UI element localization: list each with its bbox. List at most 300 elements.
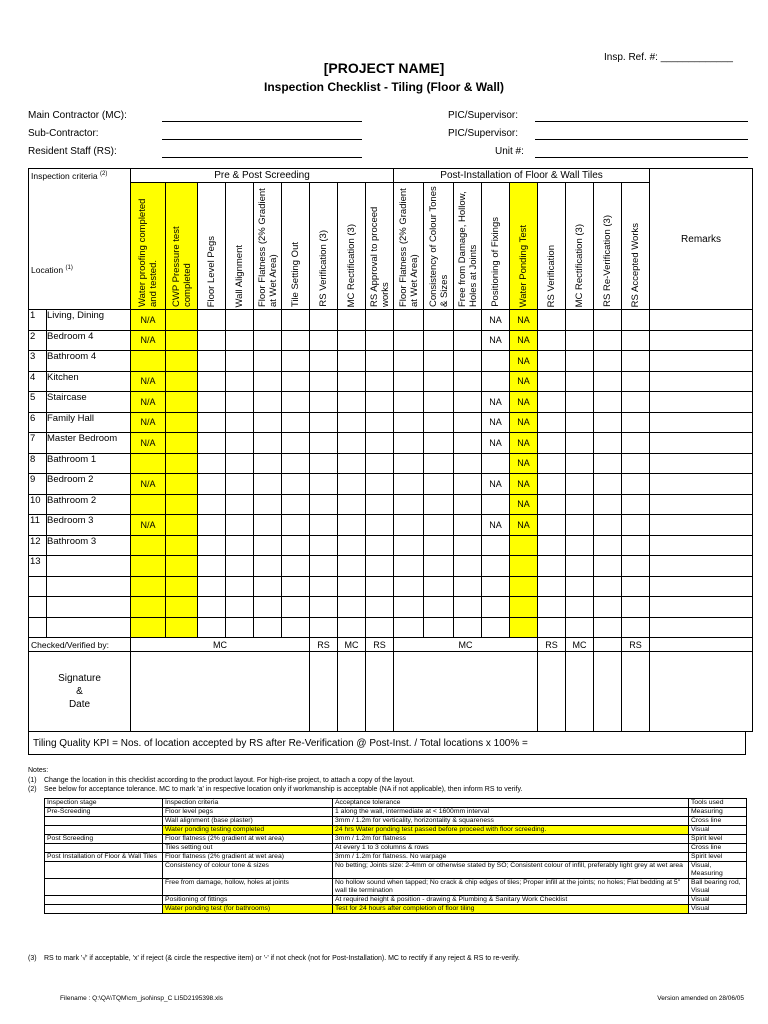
check-cell[interactable] (366, 535, 394, 556)
check-cell[interactable]: NA (510, 453, 538, 474)
check-cell[interactable]: NA (510, 310, 538, 331)
check-cell[interactable] (366, 576, 394, 597)
check-cell[interactable] (594, 330, 622, 351)
check-cell[interactable]: N/A (131, 371, 166, 392)
remarks-cell[interactable] (650, 556, 753, 577)
check-cell[interactable] (622, 494, 650, 515)
check-cell[interactable] (394, 617, 424, 638)
check-cell[interactable] (254, 576, 282, 597)
check-cell[interactable] (366, 474, 394, 495)
check-cell[interactable] (310, 515, 338, 536)
check-cell[interactable] (131, 597, 166, 618)
check-cell[interactable] (594, 433, 622, 454)
check-cell[interactable] (254, 535, 282, 556)
check-cell[interactable] (166, 576, 198, 597)
check-cell[interactable] (254, 474, 282, 495)
check-cell[interactable] (538, 351, 566, 372)
check-cell[interactable] (538, 576, 566, 597)
check-cell[interactable]: NA (482, 433, 510, 454)
check-cell[interactable] (338, 412, 366, 433)
check-cell[interactable] (454, 617, 482, 638)
check-cell[interactable] (282, 433, 310, 454)
check-cell[interactable] (282, 310, 310, 331)
check-cell[interactable] (482, 494, 510, 515)
check-cell[interactable] (198, 392, 226, 413)
remarks-cell[interactable] (650, 474, 753, 495)
check-cell[interactable] (594, 597, 622, 618)
check-cell[interactable] (622, 330, 650, 351)
check-cell[interactable] (538, 433, 566, 454)
check-cell[interactable] (131, 494, 166, 515)
check-cell[interactable] (338, 576, 366, 597)
check-cell[interactable] (424, 351, 454, 372)
check-cell[interactable]: N/A (131, 412, 166, 433)
check-cell[interactable] (282, 412, 310, 433)
check-cell[interactable] (254, 494, 282, 515)
remarks-cell[interactable] (650, 597, 753, 618)
check-cell[interactable] (538, 535, 566, 556)
check-cell[interactable] (594, 576, 622, 597)
check-cell[interactable] (338, 392, 366, 413)
check-cell[interactable] (394, 576, 424, 597)
check-cell[interactable] (282, 494, 310, 515)
remarks-cell[interactable] (650, 617, 753, 638)
check-cell[interactable] (394, 515, 424, 536)
check-cell[interactable] (254, 617, 282, 638)
check-cell[interactable] (622, 412, 650, 433)
sign-mc-3[interactable] (394, 652, 538, 732)
check-cell[interactable] (282, 453, 310, 474)
check-cell[interactable] (538, 330, 566, 351)
remarks-cell[interactable] (650, 310, 753, 331)
check-cell[interactable] (454, 535, 482, 556)
check-cell[interactable]: NA (482, 330, 510, 351)
remarks-cell[interactable] (650, 351, 753, 372)
check-cell[interactable]: NA (510, 515, 538, 536)
check-cell[interactable]: N/A (131, 310, 166, 331)
check-cell[interactable] (538, 556, 566, 577)
check-cell[interactable] (338, 515, 366, 536)
sign-blank[interactable] (594, 652, 622, 732)
check-cell[interactable] (282, 371, 310, 392)
check-cell[interactable] (454, 597, 482, 618)
check-cell[interactable]: NA (510, 433, 538, 454)
check-cell[interactable] (198, 310, 226, 331)
check-cell[interactable] (566, 556, 594, 577)
check-cell[interactable] (394, 310, 424, 331)
check-cell[interactable] (538, 310, 566, 331)
check-cell[interactable] (538, 597, 566, 618)
check-cell[interactable] (166, 433, 198, 454)
check-cell[interactable] (394, 556, 424, 577)
check-cell[interactable] (454, 433, 482, 454)
check-cell[interactable] (622, 535, 650, 556)
check-cell[interactable] (338, 597, 366, 618)
check-cell[interactable]: NA (510, 351, 538, 372)
check-cell[interactable] (310, 330, 338, 351)
check-cell[interactable] (566, 597, 594, 618)
check-cell[interactable] (394, 371, 424, 392)
remarks-cell[interactable] (650, 494, 753, 515)
check-cell[interactable]: N/A (131, 474, 166, 495)
check-cell[interactable] (282, 556, 310, 577)
check-cell[interactable] (594, 474, 622, 495)
check-cell[interactable] (254, 412, 282, 433)
check-cell[interactable] (594, 535, 622, 556)
check-cell[interactable] (594, 310, 622, 331)
check-cell[interactable] (538, 371, 566, 392)
check-cell[interactable] (198, 433, 226, 454)
check-cell[interactable] (226, 392, 254, 413)
remarks-cell[interactable] (650, 412, 753, 433)
check-cell[interactable] (394, 392, 424, 413)
check-cell[interactable] (538, 412, 566, 433)
check-cell[interactable] (566, 392, 594, 413)
check-cell[interactable]: NA (482, 515, 510, 536)
check-cell[interactable] (254, 330, 282, 351)
pic-supervisor-field-2[interactable] (535, 139, 748, 140)
check-cell[interactable] (310, 556, 338, 577)
sign-mc-2[interactable] (338, 652, 366, 732)
check-cell[interactable] (310, 392, 338, 413)
check-cell[interactable] (394, 535, 424, 556)
check-cell[interactable] (622, 474, 650, 495)
check-cell[interactable] (622, 617, 650, 638)
check-cell[interactable] (226, 412, 254, 433)
check-cell[interactable]: NA (482, 392, 510, 413)
remarks-cell[interactable] (650, 515, 753, 536)
check-cell[interactable] (622, 351, 650, 372)
check-cell[interactable] (198, 371, 226, 392)
check-cell[interactable]: NA (510, 494, 538, 515)
check-cell[interactable] (566, 351, 594, 372)
check-cell[interactable] (338, 371, 366, 392)
check-cell[interactable] (454, 392, 482, 413)
check-cell[interactable] (310, 351, 338, 372)
check-cell[interactable] (394, 330, 424, 351)
remarks-cell[interactable] (650, 371, 753, 392)
check-cell[interactable] (454, 412, 482, 433)
check-cell[interactable] (166, 515, 198, 536)
check-cell[interactable] (566, 535, 594, 556)
check-cell[interactable] (166, 474, 198, 495)
check-cell[interactable] (394, 474, 424, 495)
check-cell[interactable] (424, 617, 454, 638)
check-cell[interactable] (566, 412, 594, 433)
check-cell[interactable] (166, 617, 198, 638)
unit-field[interactable] (535, 157, 748, 158)
check-cell[interactable] (482, 371, 510, 392)
check-cell[interactable] (198, 494, 226, 515)
check-cell[interactable] (622, 453, 650, 474)
check-cell[interactable] (454, 515, 482, 536)
check-cell[interactable] (282, 597, 310, 618)
check-cell[interactable] (454, 330, 482, 351)
check-cell[interactable] (131, 576, 166, 597)
check-cell[interactable] (510, 576, 538, 597)
check-cell[interactable] (338, 474, 366, 495)
check-cell[interactable] (254, 515, 282, 536)
check-cell[interactable] (454, 453, 482, 474)
check-cell[interactable] (166, 535, 198, 556)
check-cell[interactable] (622, 433, 650, 454)
check-cell[interactable] (338, 556, 366, 577)
remarks-cell[interactable] (650, 330, 753, 351)
check-cell[interactable]: NA (510, 412, 538, 433)
check-cell[interactable] (282, 474, 310, 495)
check-cell[interactable]: N/A (131, 392, 166, 413)
check-cell[interactable] (622, 392, 650, 413)
check-cell[interactable] (166, 392, 198, 413)
check-cell[interactable] (282, 330, 310, 351)
check-cell[interactable] (254, 310, 282, 331)
check-cell[interactable] (566, 515, 594, 536)
check-cell[interactable] (366, 371, 394, 392)
check-cell[interactable] (394, 351, 424, 372)
check-cell[interactable] (424, 515, 454, 536)
check-cell[interactable] (622, 597, 650, 618)
check-cell[interactable] (310, 494, 338, 515)
check-cell[interactable] (338, 617, 366, 638)
check-cell[interactable] (226, 474, 254, 495)
check-cell[interactable] (198, 474, 226, 495)
check-cell[interactable] (282, 576, 310, 597)
check-cell[interactable]: NA (510, 371, 538, 392)
sign-mc-4[interactable] (566, 652, 594, 732)
sub-contractor-field[interactable] (162, 139, 362, 140)
check-cell[interactable] (254, 392, 282, 413)
check-cell[interactable] (366, 494, 394, 515)
check-cell[interactable] (338, 330, 366, 351)
remarks-cell[interactable] (650, 453, 753, 474)
check-cell[interactable] (166, 556, 198, 577)
check-cell[interactable] (566, 474, 594, 495)
check-cell[interactable] (510, 617, 538, 638)
check-cell[interactable] (566, 494, 594, 515)
check-cell[interactable] (622, 515, 650, 536)
check-cell[interactable]: NA (510, 392, 538, 413)
check-cell[interactable] (482, 453, 510, 474)
check-cell[interactable] (424, 330, 454, 351)
check-cell[interactable] (538, 453, 566, 474)
check-cell[interactable] (310, 433, 338, 454)
check-cell[interactable]: NA (482, 412, 510, 433)
check-cell[interactable] (566, 453, 594, 474)
check-cell[interactable]: NA (510, 330, 538, 351)
check-cell[interactable] (338, 453, 366, 474)
check-cell[interactable] (622, 371, 650, 392)
check-cell[interactable] (482, 351, 510, 372)
check-cell[interactable] (566, 433, 594, 454)
check-cell[interactable] (310, 474, 338, 495)
check-cell[interactable] (226, 597, 254, 618)
check-cell[interactable] (366, 617, 394, 638)
check-cell[interactable] (566, 617, 594, 638)
check-cell[interactable]: NA (510, 474, 538, 495)
check-cell[interactable] (366, 330, 394, 351)
check-cell[interactable] (594, 494, 622, 515)
check-cell[interactable] (454, 556, 482, 577)
check-cell[interactable] (454, 310, 482, 331)
check-cell[interactable] (254, 433, 282, 454)
check-cell[interactable] (538, 617, 566, 638)
check-cell[interactable] (366, 412, 394, 433)
check-cell[interactable] (538, 494, 566, 515)
check-cell[interactable] (226, 515, 254, 536)
check-cell[interactable] (510, 556, 538, 577)
check-cell[interactable] (424, 412, 454, 433)
check-cell[interactable] (594, 392, 622, 413)
check-cell[interactable] (226, 351, 254, 372)
check-cell[interactable] (482, 597, 510, 618)
check-cell[interactable] (254, 453, 282, 474)
check-cell[interactable] (424, 371, 454, 392)
check-cell[interactable] (510, 535, 538, 556)
check-cell[interactable] (454, 576, 482, 597)
check-cell[interactable] (310, 371, 338, 392)
check-cell[interactable] (198, 597, 226, 618)
check-cell[interactable] (424, 453, 454, 474)
check-cell[interactable] (254, 556, 282, 577)
sign-rs-1[interactable] (310, 652, 338, 732)
check-cell[interactable] (394, 453, 424, 474)
check-cell[interactable] (226, 310, 254, 331)
check-cell[interactable] (482, 535, 510, 556)
check-cell[interactable]: N/A (131, 433, 166, 454)
check-cell[interactable] (424, 433, 454, 454)
check-cell[interactable] (198, 617, 226, 638)
check-cell[interactable] (424, 556, 454, 577)
sign-rs-2[interactable] (366, 652, 394, 732)
check-cell[interactable] (566, 310, 594, 331)
check-cell[interactable] (310, 617, 338, 638)
check-cell[interactable] (566, 330, 594, 351)
check-cell[interactable] (310, 412, 338, 433)
check-cell[interactable] (424, 494, 454, 515)
check-cell[interactable] (166, 330, 198, 351)
check-cell[interactable] (226, 556, 254, 577)
check-cell[interactable] (198, 535, 226, 556)
check-cell[interactable]: N/A (131, 330, 166, 351)
check-cell[interactable] (424, 310, 454, 331)
check-cell[interactable] (482, 576, 510, 597)
check-cell[interactable] (366, 351, 394, 372)
check-cell[interactable] (254, 371, 282, 392)
check-cell[interactable] (226, 535, 254, 556)
check-cell[interactable] (366, 433, 394, 454)
sign-mc-1[interactable] (131, 652, 310, 732)
check-cell[interactable] (366, 556, 394, 577)
check-cell[interactable] (366, 515, 394, 536)
check-cell[interactable] (131, 535, 166, 556)
check-cell[interactable] (510, 597, 538, 618)
check-cell[interactable] (254, 351, 282, 372)
check-cell[interactable] (282, 617, 310, 638)
check-cell[interactable] (454, 494, 482, 515)
check-cell[interactable] (538, 474, 566, 495)
check-cell[interactable] (131, 351, 166, 372)
check-cell[interactable] (166, 412, 198, 433)
check-cell[interactable] (310, 453, 338, 474)
check-cell[interactable] (198, 515, 226, 536)
check-cell[interactable] (566, 576, 594, 597)
remarks-cell[interactable] (650, 392, 753, 413)
check-cell[interactable] (338, 535, 366, 556)
check-cell[interactable] (622, 576, 650, 597)
check-cell[interactable] (594, 371, 622, 392)
check-cell[interactable] (424, 597, 454, 618)
check-cell[interactable] (594, 412, 622, 433)
check-cell[interactable] (226, 617, 254, 638)
sign-rs-4[interactable] (622, 652, 650, 732)
check-cell[interactable] (310, 535, 338, 556)
check-cell[interactable] (394, 433, 424, 454)
check-cell[interactable] (131, 617, 166, 638)
check-cell[interactable] (282, 535, 310, 556)
check-cell[interactable] (310, 310, 338, 331)
check-cell[interactable] (338, 494, 366, 515)
check-cell[interactable] (622, 310, 650, 331)
check-cell[interactable] (594, 351, 622, 372)
check-cell[interactable] (166, 310, 198, 331)
check-cell[interactable] (366, 597, 394, 618)
check-cell[interactable] (226, 330, 254, 351)
check-cell[interactable] (338, 351, 366, 372)
check-cell[interactable] (482, 617, 510, 638)
check-cell[interactable] (482, 556, 510, 577)
check-cell[interactable] (566, 371, 594, 392)
check-cell[interactable] (424, 535, 454, 556)
check-cell[interactable] (594, 617, 622, 638)
check-cell[interactable] (226, 453, 254, 474)
check-cell[interactable] (424, 474, 454, 495)
check-cell[interactable] (282, 351, 310, 372)
check-cell[interactable] (394, 597, 424, 618)
check-cell[interactable] (198, 453, 226, 474)
check-cell[interactable] (338, 310, 366, 331)
resident-staff-field[interactable] (162, 157, 362, 158)
check-cell[interactable] (198, 412, 226, 433)
check-cell[interactable] (594, 515, 622, 536)
check-cell[interactable] (198, 351, 226, 372)
check-cell[interactable] (622, 556, 650, 577)
check-cell[interactable] (131, 556, 166, 577)
check-cell[interactable] (166, 371, 198, 392)
check-cell[interactable] (394, 494, 424, 515)
check-cell[interactable] (198, 330, 226, 351)
check-cell[interactable] (198, 576, 226, 597)
check-cell[interactable]: NA (482, 474, 510, 495)
check-cell[interactable] (538, 515, 566, 536)
check-cell[interactable] (282, 392, 310, 413)
sign-rs-3[interactable] (538, 652, 566, 732)
check-cell[interactable] (166, 494, 198, 515)
check-cell[interactable] (594, 453, 622, 474)
check-cell[interactable] (310, 576, 338, 597)
check-cell[interactable] (424, 576, 454, 597)
check-cell[interactable] (131, 453, 166, 474)
check-cell[interactable] (338, 433, 366, 454)
remarks-cell[interactable] (650, 576, 753, 597)
check-cell[interactable] (538, 392, 566, 413)
check-cell[interactable] (310, 597, 338, 618)
check-cell[interactable]: NA (482, 310, 510, 331)
check-cell[interactable] (454, 371, 482, 392)
sign-remarks[interactable] (650, 652, 753, 732)
check-cell[interactable] (366, 310, 394, 331)
check-cell[interactable] (594, 556, 622, 577)
check-cell[interactable] (226, 494, 254, 515)
